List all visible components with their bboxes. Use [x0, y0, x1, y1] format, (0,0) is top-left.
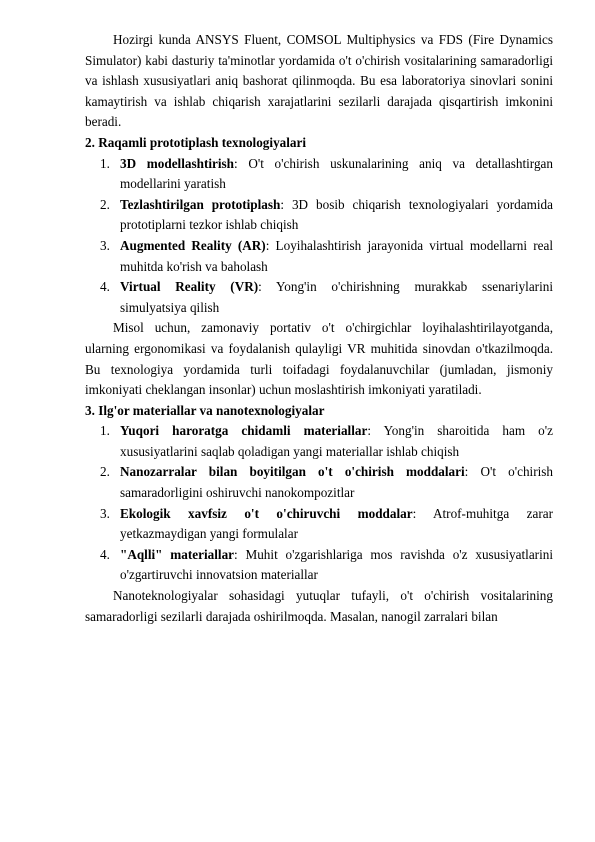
list-item	[85, 421, 553, 462]
list-item-description: : Loyihalashtirish jarayonida virtual modellarni real muhitda ko'rish va baholash	[120, 237, 553, 274]
section-2-heading: 2. Raqamli prototiplash texnologiyalari	[85, 134, 307, 150]
section-3-paragraph: Nanoteknologiyalar sohasidagi yutuqlar tufayli, o't o'chirish vositalarining samaradorligi sezilarli darajada oshirilmoqda. Masalan, nanogil zarralari bilan	[85, 588, 553, 624]
list-item-term: "Aqlli" materiallar	[120, 546, 235, 562]
list-item-term: Yuqori haroratga chidamli materiallar	[120, 423, 368, 439]
list-item	[85, 154, 553, 195]
list-item-number: 1.	[100, 423, 110, 439]
list-item-number: 2.	[100, 196, 110, 212]
list-item-term: Virtual Reality (VR)	[120, 279, 259, 295]
list-item	[85, 504, 553, 545]
list-item	[85, 462, 553, 503]
section-2-paragraph: Misol uchun, zamonaviy portativ o't o'chirgichlar loyihalashtirilayotganda, ularning ergonomikasi va foydalanish qulayligi VR muhitida sinovdan o'tkazilmoqda. Bu texnologiya yordamida turli toifadagi foydalanuvchilar (jumladan, jismoniy imkoniyati cheklangan insonlar) uchun moslashtirish imkoniyati yaratiladi.	[85, 320, 553, 398]
list-item-description: : Atrof-muhitga zarar yetkazmaydigan yangi formulalar	[120, 505, 553, 542]
list-item-number: 1.	[100, 155, 110, 171]
list-item-term: Ekologik xavfsiz o't o'chiruvchi moddalar	[120, 505, 413, 521]
list-item	[85, 545, 553, 586]
list-item-description: : O't o'chirish samaradorligini oshiruvchi nanokompozitlar	[120, 464, 553, 501]
list-item	[85, 236, 553, 277]
list-item-term: Tezlashtirilgan prototiplash	[120, 196, 281, 212]
list-item-number: 4.	[100, 279, 110, 295]
list-item-number: 4.	[100, 546, 110, 562]
intro-paragraph: Hozirgi kunda ANSYS Fluent, COMSOL Multiphysics va FDS (Fire Dynamics Simulator) kabi dasturiy ta'minotlar yordamida o't o'chirish vositalarining samaradorligi va ishlash xususiyatlari aniq bashorat qilinmoqda. Bu esa laboratoriya sinovlari sonini kamaytirish va ishlab chiqarish xarajatlarini sezilarli darajada qisqartirish imkonini beradi.	[85, 32, 553, 130]
list-item-number: 2.	[100, 464, 110, 480]
list-item	[85, 277, 553, 318]
section-2-list	[85, 154, 553, 319]
list-item	[85, 195, 553, 236]
list-item-description: : Muhit o'zgarishlariga mos ravishda o'z xususiyatlarini o'zgartiruvchi innovatsion materiallar	[120, 546, 553, 583]
list-item-number: 3.	[100, 505, 110, 521]
section-3-heading: 3. Ilg'or materiallar va nanotexnologiyalar	[85, 402, 325, 418]
list-item-description: : Yong'in o'chirishning murakkab ssenariylarini simulyatsiya qilish	[120, 279, 553, 315]
section-3-list	[85, 421, 553, 586]
list-item-term: 3D modellashtirish	[120, 155, 234, 171]
list-item-number: 3.	[100, 237, 110, 253]
list-item-description: : 3D bosib chiqarish texnologiyalari yordamida prototiplarni tezkor ishlab chiqish	[120, 196, 553, 233]
list-item-description: : O't o'chirish uskunalarining aniq va detallashtirgan modellarini yaratish	[120, 155, 554, 192]
list-item-description: : Yong'in sharoitida ham o'z xususiyatlarini saqlab qoladigan yangi materiallar ishlab chiqish	[120, 423, 553, 459]
list-item-term: Augmented Reality (AR)	[120, 237, 266, 253]
list-item-term: Nanozarralar bilan boyitilgan o't o'chirish moddalari	[120, 464, 465, 480]
